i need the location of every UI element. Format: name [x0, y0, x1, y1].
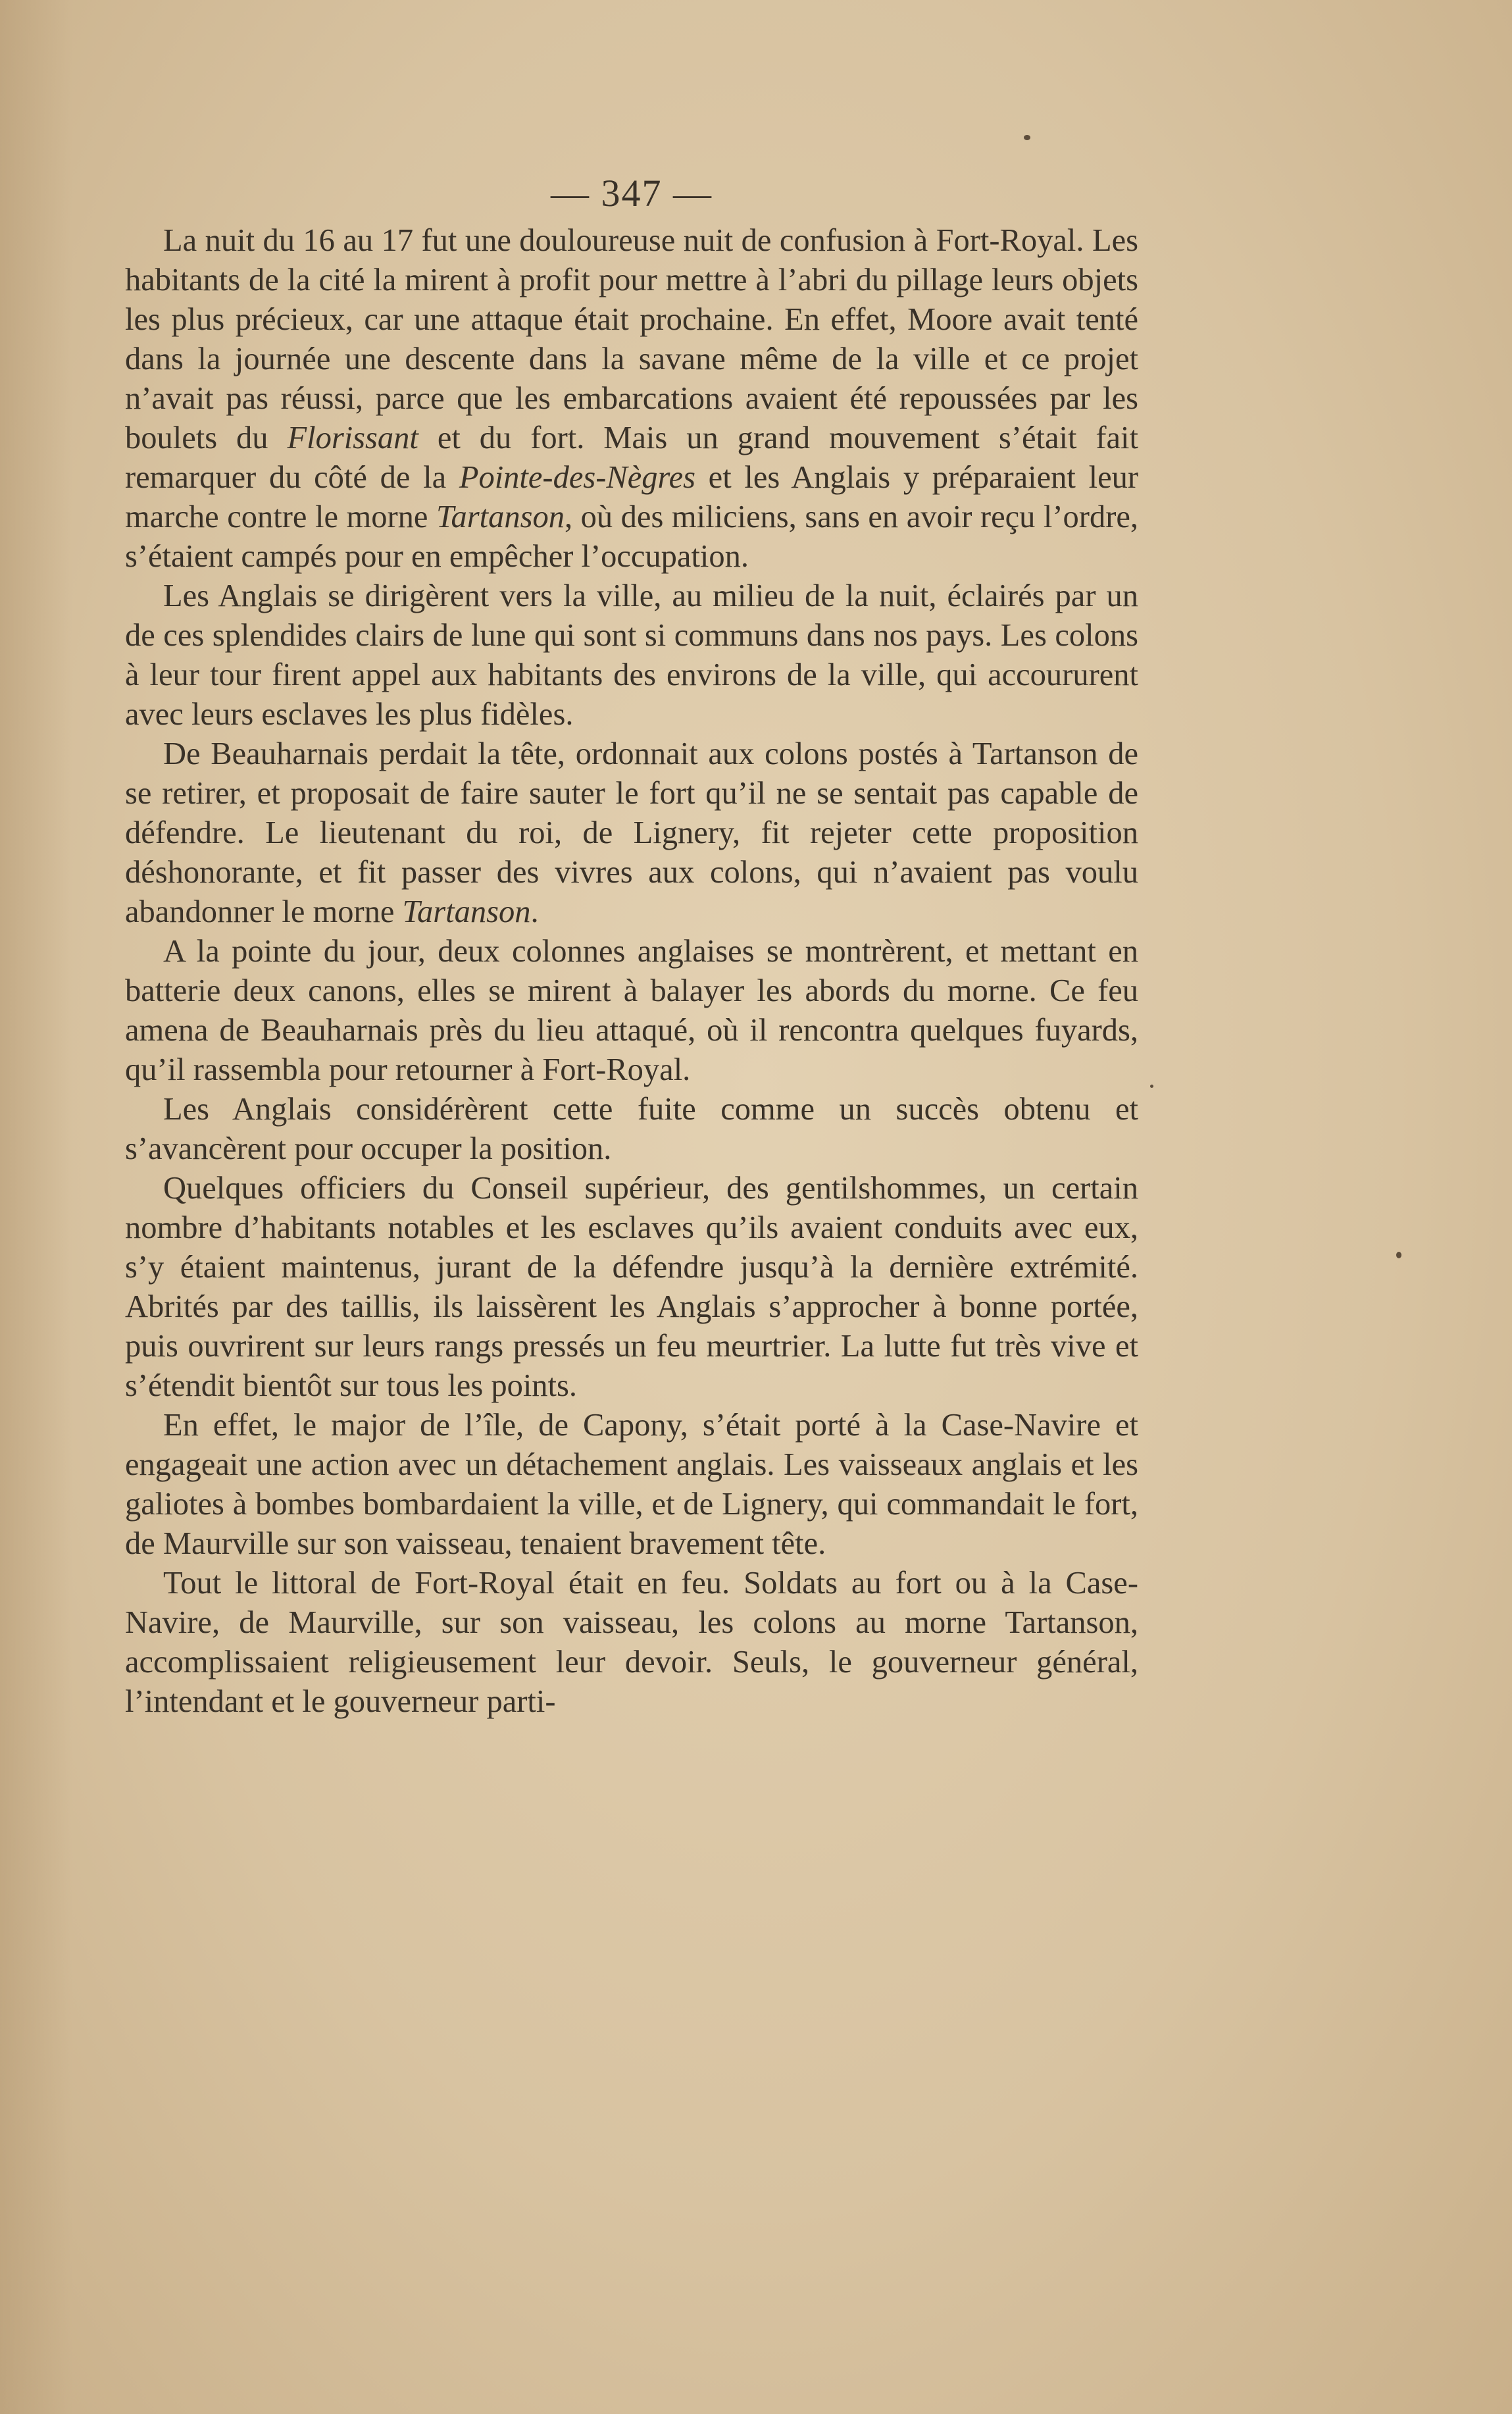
text-run: Les Anglais considérèrent cette fuite comme un succès obtenu et s’avancèrent pour occuper la position.: [125, 1092, 1138, 1166]
page-number: — 347 —: [551, 172, 713, 215]
text-run: Tout le littoral de Fort-Royal était en feu. Soldats au fort ou à la Case-Navire, de Maurville, sur son vaisseau, les colons au morne Tartanson, accomplissaient religieusement leur devoir. Seuls, le gouverneur général, l’intendant et le gouverneur parti-: [125, 1566, 1138, 1719]
text-run: et les Anglais y préparaient leur marche contre le morne: [125, 460, 1138, 534]
paragraph: [125, 1564, 1138, 1722]
italic-text: Pointe-des-Nègres: [459, 460, 695, 495]
paragraph: [125, 1406, 1138, 1564]
paper-speck: [1150, 1085, 1153, 1088]
text-run: et du fort. Mais un grand mouvement s’était fait remarquer du côté de la: [125, 421, 1138, 495]
paragraph: [125, 1090, 1138, 1169]
text-run: La nuit du 16 au 17 fut une douloureuse nuit de confusion à Fort-Royal. Les habitants de la cité la mirent à profit pour mettre à l’abri du pillage leurs objets les plus précieux, car une attaque était prochaine. En effet, Moore avait tenté dans la journée une descente dans la savane même de la ville et ce projet n’avait pas réussi, parce que les embarcations avaient été repoussées par les boulets du: [125, 223, 1138, 455]
text-run: Les Anglais se dirigèrent vers la ville, au milieu de la nuit, éclairés par un de ces splendides clairs de lune qui sont si communs dans nos pays. Les colons à leur tour firent appel aux habitants des environs de la ville, qui accoururent avec leurs esclaves les plus fidèles.: [125, 578, 1138, 732]
text-run: A la pointe du jour, deux colonnes anglaises se montrèrent, et mettant en batterie deux canons, elles se mirent à balayer les abords du morne. Ce feu amena de Beauharnais près du lieu attaqué, où il rencontra quelques fuyards, qu’il rassembla pour retourner à Fort-Royal.: [125, 934, 1138, 1087]
paragraph: [125, 734, 1138, 932]
paragraph: [125, 932, 1138, 1090]
paper-speck: [1396, 1252, 1401, 1258]
text-run: .: [530, 894, 539, 929]
book-page: [125, 171, 1138, 2014]
page-body: [125, 221, 1138, 1722]
text-run: Quelques officiers du Conseil supérieur, des gentilshommes, un certain nombre d’habitants notables et les esclaves qu’ils avaient conduits avec eux, s’y étaient maintenus, jurant de la défendre jusqu’à la dernière extrémité. Abrités par des taillis, ils laissèrent les Anglais s’approcher à bonne portée, puis ouvrirent sur leurs rangs pressés un feu meurtrier. La lutte fut très vive et s’étendit bientôt sur tous les points.: [125, 1171, 1138, 1403]
paragraph: [125, 1169, 1138, 1406]
paper-speck: [1024, 135, 1030, 140]
text-run: , où des miliciens, sans en avoir reçu l’ordre, s’étaient campés pour en empêcher l’occupation.: [125, 500, 1138, 574]
page-edge-shadow: [0, 0, 72, 2414]
italic-text: Tartanson: [436, 500, 565, 534]
italic-text: Florissant: [287, 421, 418, 455]
italic-text: Tartanson: [402, 894, 531, 929]
paragraph: [125, 577, 1138, 734]
paragraph: [125, 221, 1138, 577]
text-run: En effet, le major de l’île, de Capony, s’était porté à la Case-Navire et engageait une action avec un détachement anglais. Les vaisseaux anglais et les galiotes à bombes bombardaient la ville, et de Lignery, qui commandait le fort, de Maurville sur son vaisseau, tenaient bravement tête.: [125, 1408, 1138, 1561]
text-run: De Beauharnais perdait la tête, ordonnait aux colons postés à Tartanson de se retirer, et proposait de faire sauter le fort qu’il ne se sentait pas capable de défendre. Le lieutenant du roi, de Lignery, fit rejeter cette proposition déshonorante, et fit passer des vivres aux colons, qui n’avaient pas voulu abandonner le morne: [125, 736, 1138, 929]
